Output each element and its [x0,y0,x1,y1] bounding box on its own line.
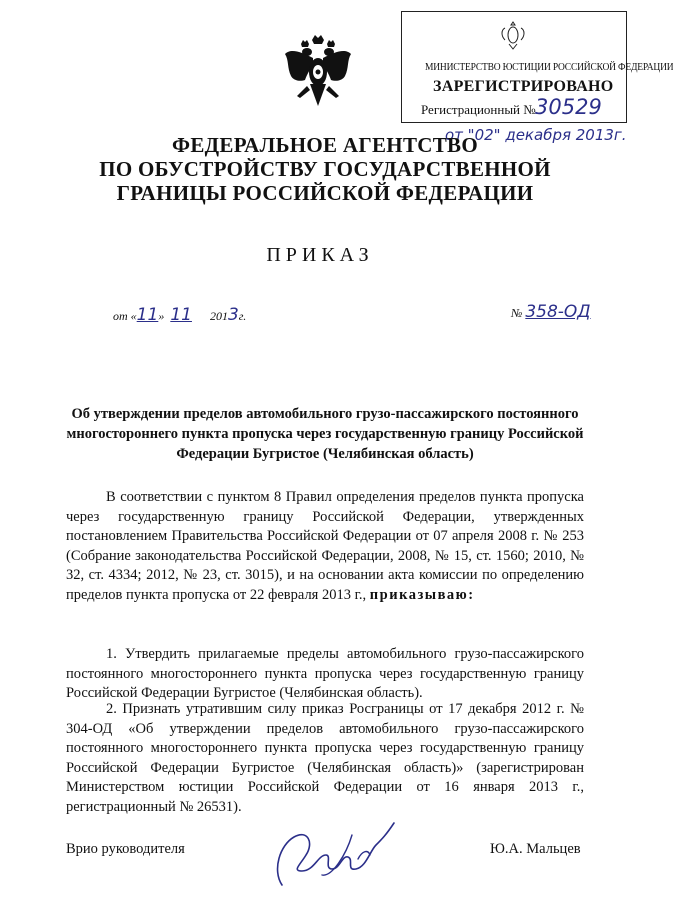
stamp-emblem-icon [499,20,527,50]
stamp-registration-label: Регистрационный № [421,102,536,117]
stamp-ministry-text: МИНИСТЕРСТВО ЮСТИЦИИ РОССИЙСКОЙ ФЕДЕРАЦИИ [425,62,673,73]
preamble-paragraph [66,488,584,605]
stamp-registration-number: 30529 [535,95,602,119]
order-number [511,302,591,322]
handwritten-signature [262,815,397,890]
stamp-date-text: от "02" декабря 2013г. [445,126,627,144]
order-subject: Об утверждении пределов автомобильного грузо-пассажирского постоянного многостороннего пункта пропуска через государственную границу Российской Федерации Бугристое (Челябинская область) [66,406,584,462]
order-number-value: 358-ОД [525,302,591,322]
order-item-1: 1. Утвердить прилагаемые пределы автомобильного грузо-пассажирского постоянного многостороннего пункта пропуска через государственную границу Российской Федерации Бугристое (Челябинская область). [66,646,584,701]
coat-of-arms-emblem [283,34,353,114]
order-day: 11 [136,305,159,325]
signatory-name: Ю.А. Мальцев [490,841,581,857]
order-number-prefix: № [511,306,523,320]
order-year-prefix: 201 [209,309,228,323]
order-date [113,305,246,325]
order-heading: ПРИКАЗ [266,244,374,266]
order-item-2: 2. Признать утратившим силу приказ Росграницы от 17 декабря 2012 г. № 304-ОД «Об утверждении пределов автомобильного грузо-пассажирского постоянного многостороннего пункта пропуска через государственную границу Российской Федерации Бугристое (Челябинская область)» (зарегистрирован Министерством юстиции Российской Федерации от 16 января 2013 г., регистрационный № 26531). [66,701,584,815]
order-month: 11 [170,305,192,325]
stamp-status-text: ЗАРЕГИСТРИРОВАНО [433,78,614,95]
registration-stamp [397,6,673,144]
order-date-prefix: от « [113,309,137,323]
preamble-text: В соответствии с пунктом 8 Правил определения пределов пункта пропуска через государственную границу Российской Федерации, утвержденных постановлением Правительства Российской Федерации от 07 апреля 2008 г. № 253 (Собрание законодательства Российской Федерации, 2008, № 15, ст. 1560; 2010, № 32, ст. 4334; 2012, № 23, ст. 3015), и на основании акта комиссии по определению пределов пункта пропуска от 22 февраля 2013 г., [66,489,584,603]
agency-title-line-1: ФЕДЕРАЛЬНОЕ АГЕНТСТВО [172,133,478,157]
agency-title-line-3: ГРАНИЦЫ РОССИЙСКОЙ ФЕДЕРАЦИИ [116,181,534,205]
order-year-suffix: г. [238,309,247,323]
order-date-mid: » [158,309,165,323]
signatory-position: Врио руководителя [66,841,185,857]
command-word: приказываю: [369,586,475,603]
order-year-digit: 3 [227,305,239,325]
agency-title-line-2: ПО ОБУСТРОЙСТВУ ГОСУДАРСТВЕННОЙ [99,157,551,181]
